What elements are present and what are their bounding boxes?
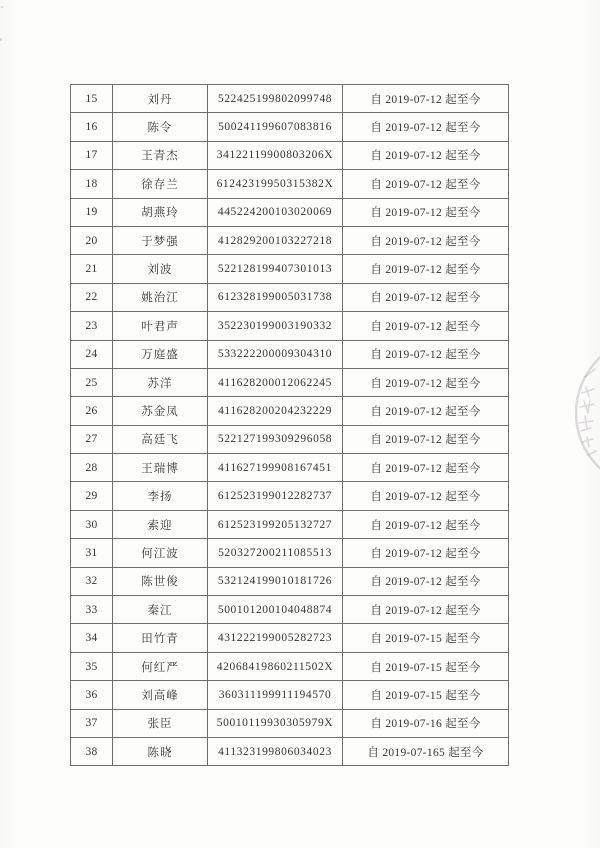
table-row [71,312,509,340]
row-index-cell: 26 [71,397,113,425]
row-index-cell: 36 [71,681,113,709]
table-row [71,397,509,425]
row-index-cell: 15 [71,85,113,113]
table-row [71,113,509,141]
row-index-cell: 38 [71,737,113,765]
period-cell: 自 2019-07-15 起至今 [343,652,509,680]
id-number-cell: 445224200103020069 [208,198,343,226]
name-cell: 陈晓 [113,737,208,765]
row-index-cell: 20 [71,226,113,254]
table-row [71,737,509,765]
id-number-cell: 42068419860211502X [208,652,343,680]
id-number-cell: 612523199205132727 [208,510,343,538]
row-index-cell: 22 [71,283,113,311]
id-number-cell: 431222199005282723 [208,624,343,652]
table-row [71,681,509,709]
period-cell: 自 2019-07-12 起至今 [343,368,509,396]
name-cell: 李扬 [113,482,208,510]
id-number-cell: 522128199407301013 [208,255,343,283]
faint-seal-stamp [552,345,600,490]
table-row [71,198,509,226]
record-table-body [71,85,509,766]
period-cell: 自 2019-07-16 起至今 [343,709,509,737]
period-cell: 自 2019-07-12 起至今 [343,283,509,311]
table-row [71,482,509,510]
table-row [71,226,509,254]
period-cell: 自 2019-07-12 起至今 [343,454,509,482]
id-number-cell: 520327200211085513 [208,539,343,567]
row-index-cell: 23 [71,312,113,340]
table-row [71,454,509,482]
period-cell: 自 2019-07-12 起至今 [343,226,509,254]
period-cell: 自 2019-07-12 起至今 [343,510,509,538]
id-number-cell: 360311199911194570 [208,681,343,709]
row-index-cell: 34 [71,624,113,652]
table-row [71,340,509,368]
name-cell: 陈令 [113,113,208,141]
name-cell: 王青杰 [113,141,208,169]
name-cell: 苏金凤 [113,397,208,425]
id-number-cell: 50010119930305979X [208,709,343,737]
name-cell: 苏洋 [113,368,208,396]
name-cell: 徐存兰 [113,170,208,198]
id-number-cell: 411628200204232229 [208,397,343,425]
row-index-cell: 25 [71,368,113,396]
id-number-cell: 500101200104048874 [208,596,343,624]
name-cell: 王瑞博 [113,454,208,482]
table-row [71,567,509,595]
row-index-cell: 27 [71,425,113,453]
id-number-cell: 500241199607083816 [208,113,343,141]
row-index-cell: 32 [71,567,113,595]
period-cell: 自 2019-07-12 起至今 [343,482,509,510]
id-number-cell: 411627199908167451 [208,454,343,482]
id-number-cell: 522425199802099748 [208,85,343,113]
table-row [71,510,509,538]
row-index-cell: 33 [71,596,113,624]
name-cell: 秦江 [113,596,208,624]
table-row [71,652,509,680]
period-cell: 自 2019-07-12 起至今 [343,113,509,141]
period-cell: 自 2019-07-15 起至今 [343,681,509,709]
name-cell: 张臣 [113,709,208,737]
table-row [71,425,509,453]
name-cell: 叶君声 [113,312,208,340]
table-row [71,141,509,169]
table-row [71,255,509,283]
row-index-cell: 30 [71,510,113,538]
period-cell: 自 2019-07-12 起至今 [343,340,509,368]
table-row [71,85,509,113]
row-index-cell: 24 [71,340,113,368]
id-number-cell: 34122119900803206X [208,141,343,169]
name-cell: 胡燕玲 [113,198,208,226]
id-number-cell: 412829200103227218 [208,226,343,254]
table-row [71,624,509,652]
period-cell: 自 2019-07-12 起至今 [343,170,509,198]
scan-speck [0,38,2,41]
row-index-cell: 17 [71,141,113,169]
row-index-cell: 21 [71,255,113,283]
name-cell: 高廷飞 [113,425,208,453]
id-number-cell: 533222200009304310 [208,340,343,368]
id-number-cell: 61242319950315382X [208,170,343,198]
name-cell: 陈世俊 [113,567,208,595]
period-cell: 自 2019-07-165 起至今 [343,737,509,765]
period-cell: 自 2019-07-12 起至今 [343,596,509,624]
id-number-cell: 411628200012062245 [208,368,343,396]
name-cell: 刘丹 [113,85,208,113]
row-index-cell: 19 [71,198,113,226]
table-row [71,596,509,624]
row-index-cell: 28 [71,454,113,482]
table-row [71,170,509,198]
name-cell: 何江波 [113,539,208,567]
name-cell: 索迎 [113,510,208,538]
scan-speck [1,6,3,8]
name-cell: 何红严 [113,652,208,680]
period-cell: 自 2019-07-12 起至今 [343,425,509,453]
id-number-cell: 612328199005031738 [208,283,343,311]
period-cell: 自 2019-07-12 起至今 [343,85,509,113]
period-cell: 自 2019-07-12 起至今 [343,312,509,340]
table-row [71,709,509,737]
name-cell: 姚治江 [113,283,208,311]
row-index-cell: 18 [71,170,113,198]
row-index-cell: 31 [71,539,113,567]
period-cell: 自 2019-07-12 起至今 [343,539,509,567]
id-number-cell: 532124199010181726 [208,567,343,595]
period-cell: 自 2019-07-12 起至今 [343,198,509,226]
name-cell: 万庭盛 [113,340,208,368]
period-cell: 自 2019-07-15 起至今 [343,624,509,652]
period-cell: 自 2019-07-12 起至今 [343,141,509,169]
row-index-cell: 16 [71,113,113,141]
name-cell: 田竹青 [113,624,208,652]
id-number-cell: 612523199012282737 [208,482,343,510]
table-row [71,539,509,567]
table-row [71,283,509,311]
id-number-cell: 352230199003190332 [208,312,343,340]
id-number-cell: 411323199806034023 [208,737,343,765]
name-cell: 刘波 [113,255,208,283]
row-index-cell: 37 [71,709,113,737]
row-index-cell: 29 [71,482,113,510]
table-row [71,368,509,396]
id-number-cell: 522127199309296058 [208,425,343,453]
name-cell: 于梦强 [113,226,208,254]
period-cell: 自 2019-07-12 起至今 [343,567,509,595]
record-table [70,84,509,766]
period-cell: 自 2019-07-12 起至今 [343,255,509,283]
row-index-cell: 35 [71,652,113,680]
name-cell: 刘高峰 [113,681,208,709]
period-cell: 自 2019-07-12 起至今 [343,397,509,425]
